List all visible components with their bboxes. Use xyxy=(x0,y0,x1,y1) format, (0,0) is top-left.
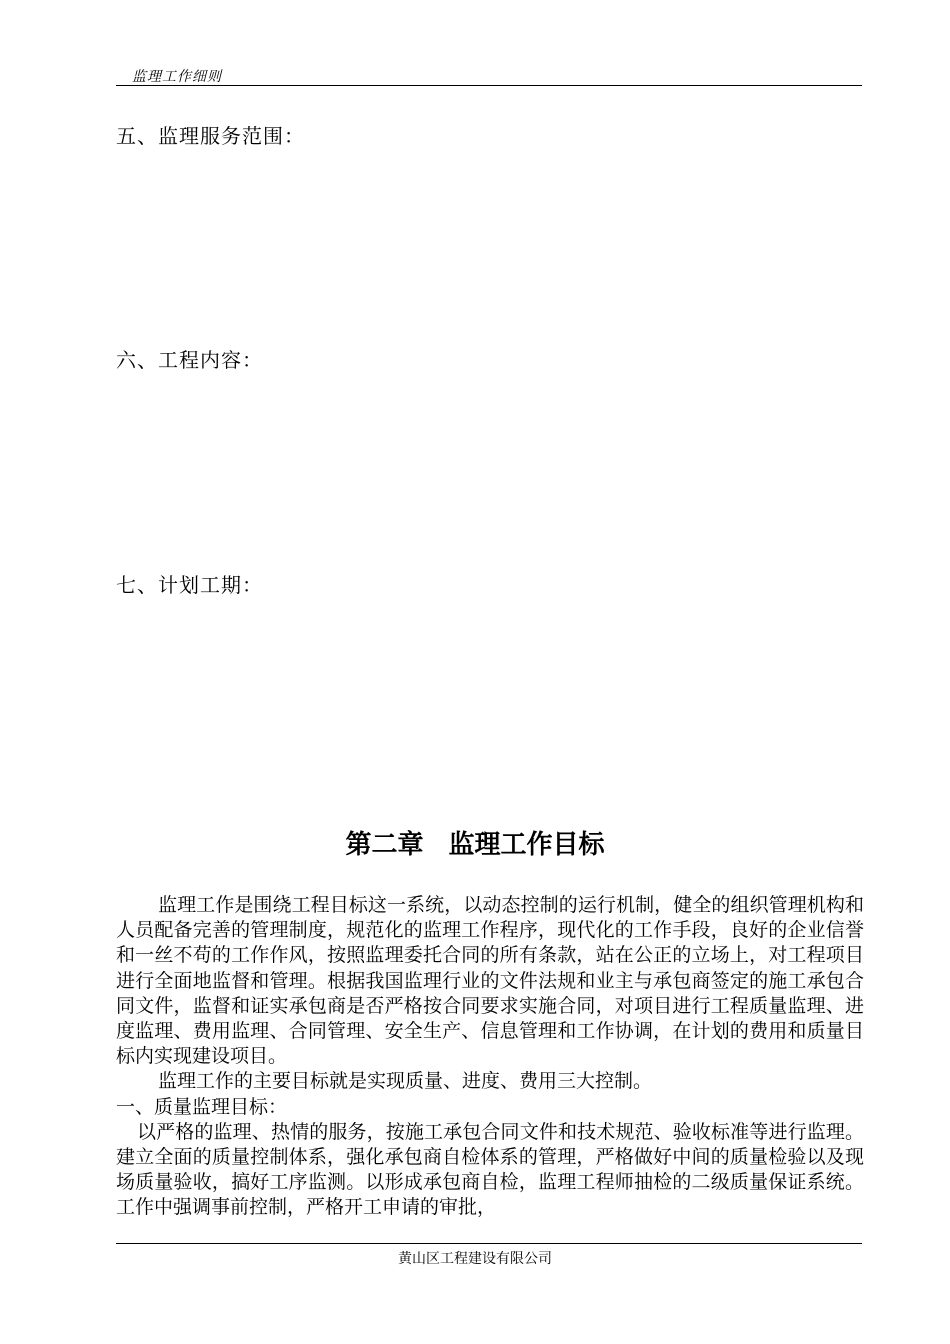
body-text xyxy=(116,893,864,1221)
quality-heading: 一、质量监理目标： xyxy=(116,1095,288,1118)
section-content-heading: 六、工程内容： xyxy=(116,348,263,372)
running-header: 监理工作细则 xyxy=(132,69,222,85)
footer-company: 黄山区工程建设有限公司 xyxy=(398,1251,552,1267)
footer-rule xyxy=(116,1243,862,1244)
section-scope-heading: 五、监理服务范围： xyxy=(116,124,305,148)
section-schedule-heading: 七、计划工期： xyxy=(116,573,263,597)
chapter-number: 第二章 xyxy=(345,830,424,860)
header-rule xyxy=(116,85,862,86)
quality-paragraph: 以严格的监理、热情的服务，按施工承包合同文件和技术规范、验收标准等进行监理。建立全面的质量控制体系，强化承包商自检体系的管理，严格做好中间的质量检验以及现场质量验收，搞好工序监测。以形成承包商自检，监理工程师抽检的二级质量保证系统。工作中强调事前控制，严格开工申请的审批， xyxy=(116,1120,864,1219)
chapter-name: 监理工作目标 xyxy=(448,830,605,860)
chapter-title xyxy=(0,824,950,861)
main-goal-paragraph: 监理工作的主要目标就是实现质量、进度、费用三大控制。 xyxy=(158,1070,653,1093)
intro-paragraph: 监理工作是围绕工程目标这一系统，以动态控制的运行机制，健全的组织管理机构和人员配备完善的管理制度，规范化的监理工作程序，现代化的工作手段，良好的企业信誉和一丝不苟的工作作风，按照监理委托合同的所有条款，站在公正的立场上，对工程项目进行全面地监督和管理。根据我国监理行业的文件法规和业主与承包商签定的施工承包合同文件，监督和证实承包商是否严格按合同要求实施合同，对项目进行工程质量监理、进度监理、费用监理、合同管理、安全生产、信息管理和工作协调，在计划的费用和质量目标内实现建设项目。 xyxy=(116,894,864,1068)
